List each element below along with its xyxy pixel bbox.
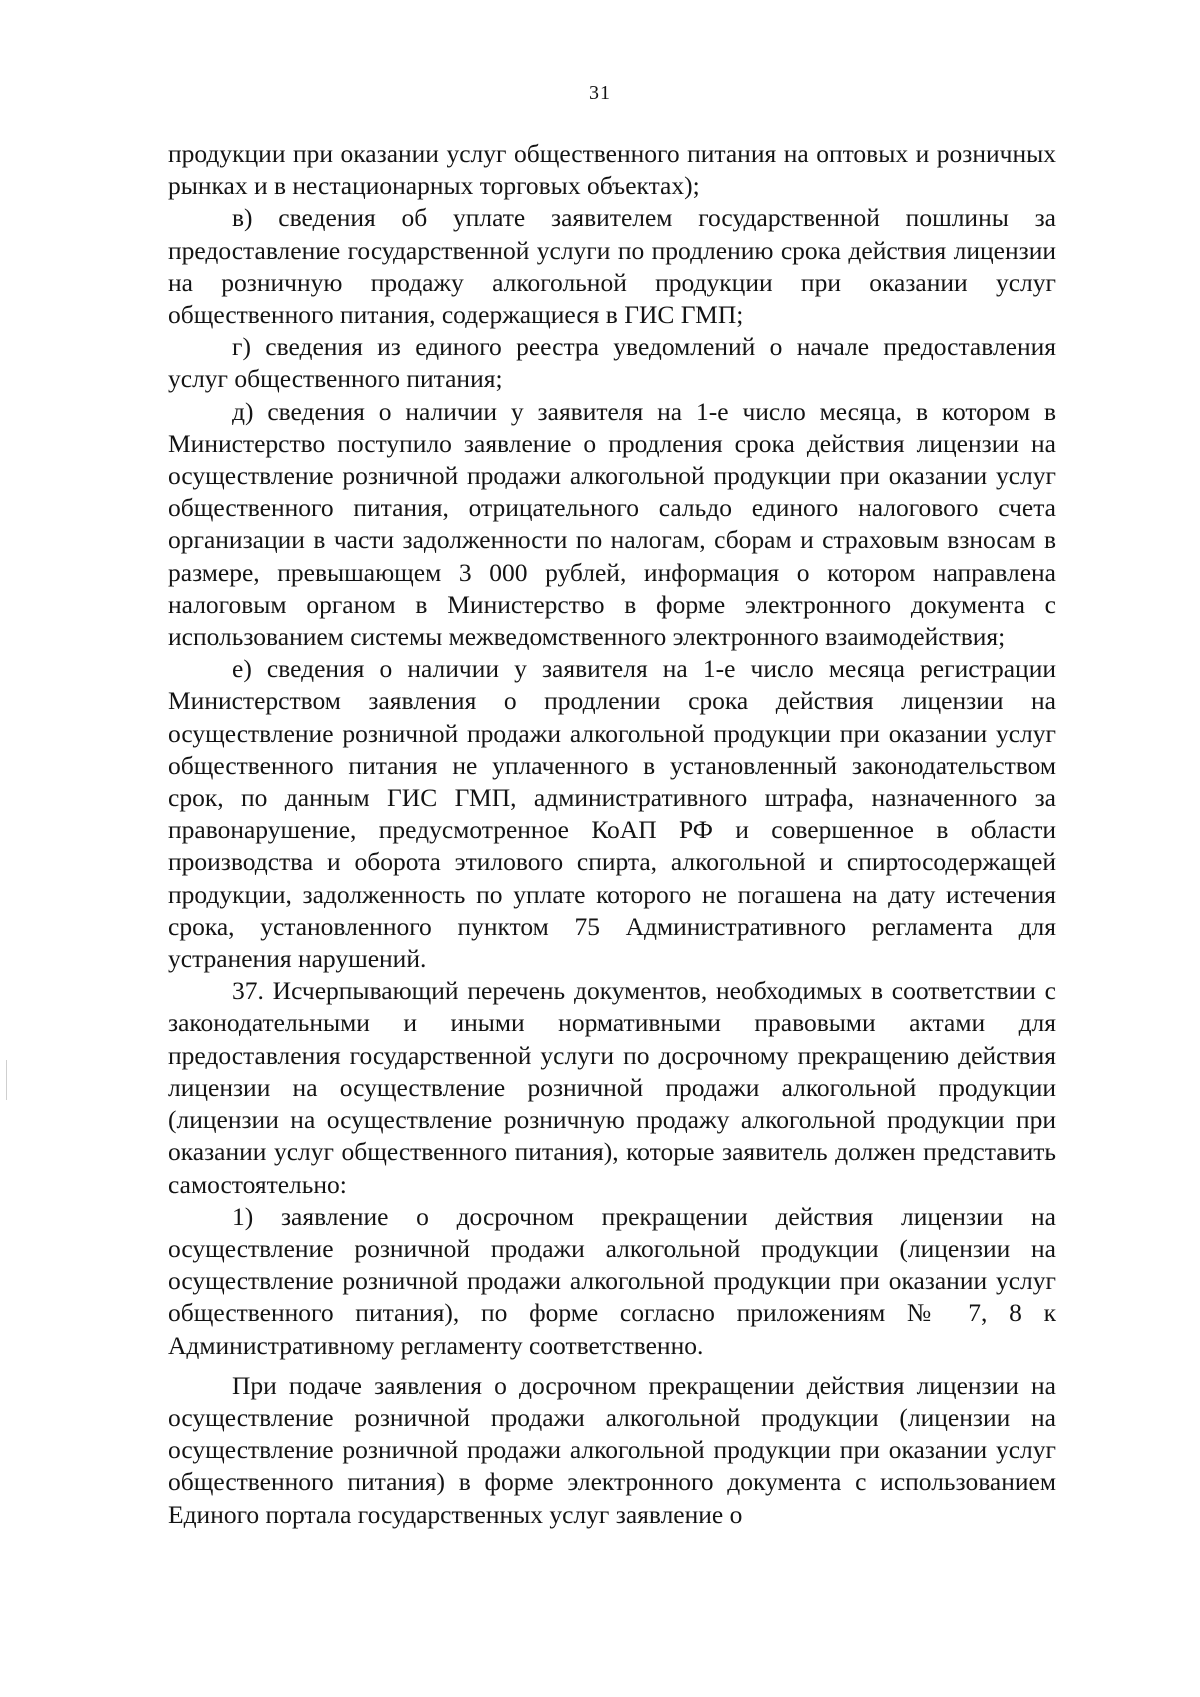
paragraph-section-37: 37. Исчерпывающий перечень документов, необходимых в соответствии с законодательными и иными нормативными правовыми актами для предоставления государственной услуги по досрочному прекращению действия лицензии на осуществление розничной продажи алкогольной продукции (лицензии на осуществление розничную продажу алкогольной продукции при оказании услуг общественного питания), которые заявитель должен представить самостоятельно: xyxy=(168,976,1056,1199)
page-number: 31 xyxy=(589,82,611,104)
document-body xyxy=(168,138,1056,1531)
paragraph-continuation: продукции при оказании услуг общественного питания на оптовых и розничных рынках и в нестационарных торговых объектах); xyxy=(168,139,1056,201)
paragraph-item-d: д) сведения о наличии у заявителя на 1-е число месяца, в котором в Министерство поступило заявление о продления срока действия лицензии на осуществление розничной продажи алкогольной продукции при оказании услуг общественного питания, отрицательного сальдо единого налогового счета организации в части задолженности по налогам, сборам и страховым взносам в размере, превышающем 3 000 рублей, информация о котором направлена налоговым органом в Министерство в форме электронного документа с использованием системы межведомственного электронного взаимодействия; xyxy=(168,396,1056,652)
paragraph-item-1: 1) заявление о досрочном прекращении действия лицензии на осуществление розничной продажи алкогольной продукции (лицензии на осуществление розничной продажи алкогольной продукции при оказании услуг общественного питания), по форме согласно приложениям № 7, 8 к Административному регламенту соответственно. xyxy=(168,1201,1056,1360)
paragraph-item-g: г) сведения из единого реестра уведомлений о начале предоставления услуг общественного питания; xyxy=(168,332,1056,394)
paragraph-electronic-submission: При подаче заявления о досрочном прекращении действия лицензии на осуществление розничной продажи алкогольной продукции (лицензии на осуществление розничной продажи алкогольной продукции при оказании услуг общественного питания) в форме электронного документа с использованием Единого портала государственных услуг заявление о xyxy=(168,1370,1056,1529)
paragraph-item-v: в) сведения об уплате заявителем государственной пошлины за предоставление государственной услуги по продлению срока действия лицензии на розничную продажу алкогольной продукции при оказании услуг общественного питания, содержащиеся в ГИС ГМП; xyxy=(168,203,1056,330)
scan-margin-mark xyxy=(6,1060,7,1100)
paragraph-item-e: е) сведения о наличии у заявителя на 1-е число месяца регистрации Министерством заявления о продлении срока действия лицензии на осуществление розничной продажи алкогольной продукции при оказании услуг общественного питания не уплаченного в установленный законодательством срок, по данным ГИС ГМП, административного штрафа, назначенного за правонарушение, предусмотренное КоАП РФ и совершенное в области производства и оборота этилового спирта, алкогольной и спиртосодержащей продукции, задолженность по уплате которого не погашена на дату истечения срока, установленного пунктом 75 Административного регламента для устранения нарушений. xyxy=(168,654,1056,974)
